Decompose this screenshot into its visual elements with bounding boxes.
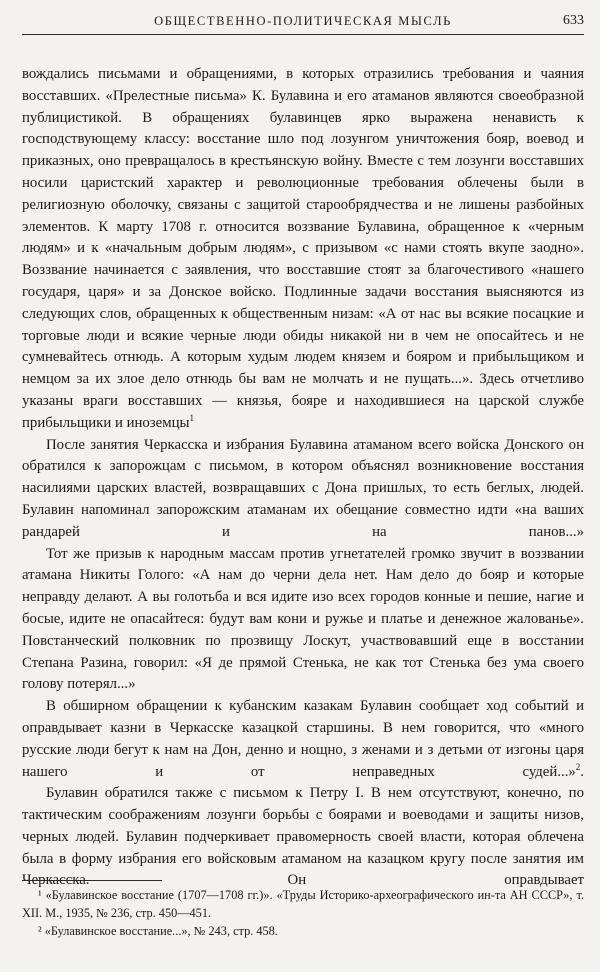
running-header [22, 12, 584, 35]
header-title: ОБЩЕСТВЕННО-ПОЛИТИЧЕСКАЯ МЫСЛЬ [154, 14, 452, 28]
footnote: ² «Булавинское восстание...», № 243, стр. 458. [38, 924, 278, 938]
paragraph: Булавин обратился также с письмом к Петру I. В нем отсутствуют, конечно, по тактическим соображениям лозунги борьбы с боярами и воеводами и защиты низов, черных людей. Булавин подчеркивает правомерность своей власти, которая облечена была в форму избрания его войсковым атаманом на казацком кругу после занятия им Черкасска. Он оправдывает [22, 785, 584, 889]
footnote-ref: 2 [575, 761, 581, 772]
footnote: ¹ «Булавинское восстание (1707—1708 гг.)». «Труды Историко-археографического ин-та АН СССР», т. XII. М., 1935, № 236, стр. 450—451. [22, 888, 584, 920]
page-number: 633 [563, 13, 584, 28]
paragraph: В обширном обращении к кубанским казакам Булавин сообщает ход событий и оправдывает казни в Черкасске казацкой старшины. В нем говорится, что «много русские люди бегут к нам на Дон, денно и нощно, з женами и з детьми от изгоны царя нашего и от неправедных судей...»$^2$. [22, 698, 584, 780]
paragraph: вождались письмами и обращениями, в которых отразились требования и чаяния восставших. «Прелестные письма» К. Булавина и его атаманов являются своеобразной публицистикой. В обращениях булавинцев ярко выражена ненависть к господствующему классу: восстание шло под лозунгом уничтожения бояр, воевод и приказных, оно превращалось в крестьянскую войну. Вместе с тем лозунги восставших носили царистский характер и революционные требования облечены были в религиозную оболочку, связаны с защитой старообрядчества и не лишены разбойных элементов. К марту 1708 г. относится воззвание Булавина, обращенное к «черным людям» и к «начальным добрым людям», с призывом «с нами стоять вкупе заодно». Воззвание начинается с заявления, что восставшие стоят за благочестивого «нашего государя, царя» и за Донское войско. Подлинные задачи восстания выясняются из следующих слов, обращенных к общественным низам: «А от нас вы всякие посацкие и торговые люди и всякие черные люди обиды никакой ни в чем не опосайтесь и не сумневайтесь отнюдь. А которым худым людем князем и бояром и прибыльщиком и немцом за их злое дело отнюдь бы вам не молчать и не пущать...». Здесь отчетливо указаны враги восставших — князья, бояре и находившиеся на царской службе прибыльщики и иноземцы$^1$ [22, 66, 584, 431]
paragraph: После занятия Черкасска и избрания Булавина атаманом всего войска Донского он обратился к запорожцам с письмом, в котором объяснял возникновение восстания насилиями царских властей, возвращавших с Дона пришлых, то есть беглых, людей. Булавин напоминал запорожским атаманам их обещание совместно идти «на ваших рандарей и на панов...» [22, 436, 584, 540]
footnote-ref: 1 [189, 412, 194, 423]
paragraph: Тот же призыв к народным массам против угнетателей громко звучит в воззвании атамана Никиты Голого: «А нам до черни дела нет. Нам дело до бояр и которые неправду делают. А вы голотьба и вся идите изо всех городов конные и пешие, нагие и босые, идите не опасайтеся: будут вам кони и ружье и платье и денежное жалованье». Повстанческий полковник по прозвищу Лоскут, участвовавший еще в восстании Степана Разина, говорил: «Я де прямой Стенька, не как тот Стенька без ума своего голову потерял...» [22, 545, 584, 693]
footnote-divider [22, 880, 162, 881]
footnotes [22, 886, 584, 940]
main-text [22, 64, 584, 892]
